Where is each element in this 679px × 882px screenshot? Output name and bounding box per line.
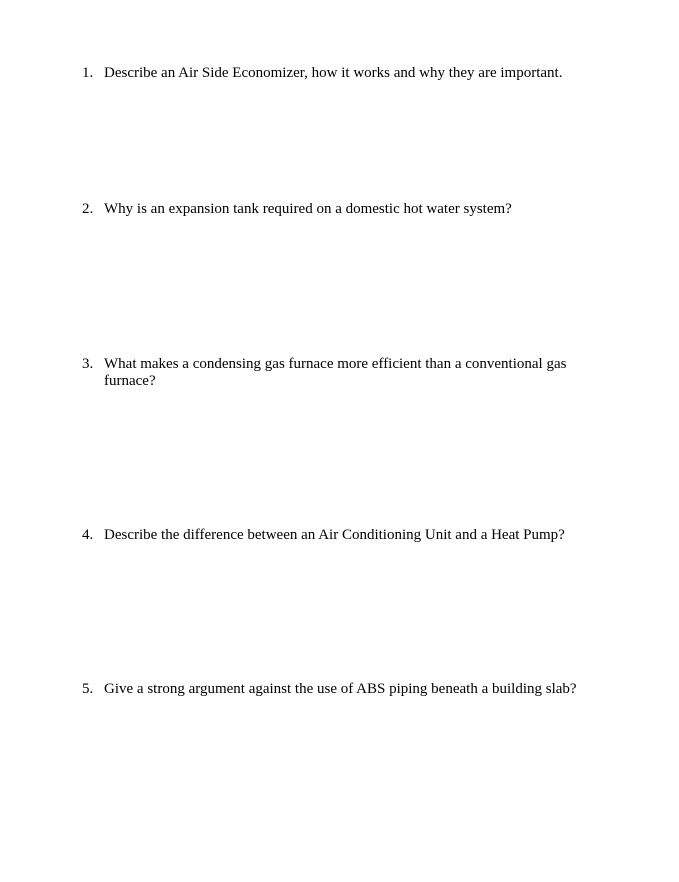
question-number: 5. bbox=[82, 681, 94, 697]
question-item bbox=[82, 681, 582, 698]
question-number: 4. bbox=[82, 527, 94, 543]
question-text: Give a strong argument against the use of ABS piping beneath a building slab? bbox=[104, 681, 577, 697]
question-text: Describe an Air Side Economizer, how it works and why they are important. bbox=[104, 65, 563, 81]
question-number: 3. bbox=[82, 356, 94, 372]
question-item bbox=[82, 356, 582, 390]
question-number: 1. bbox=[82, 65, 94, 81]
question-text: Describe the difference between an Air Conditioning Unit and a Heat Pump? bbox=[104, 527, 565, 543]
question-number: 2. bbox=[82, 201, 94, 217]
question-item bbox=[82, 65, 582, 82]
question-item bbox=[82, 527, 582, 544]
question-item bbox=[82, 201, 582, 218]
question-text: Why is an expansion tank required on a domestic hot water system? bbox=[104, 201, 512, 217]
question-text: What makes a condensing gas furnace more efficient than a conventional gas furnace? bbox=[104, 356, 567, 389]
